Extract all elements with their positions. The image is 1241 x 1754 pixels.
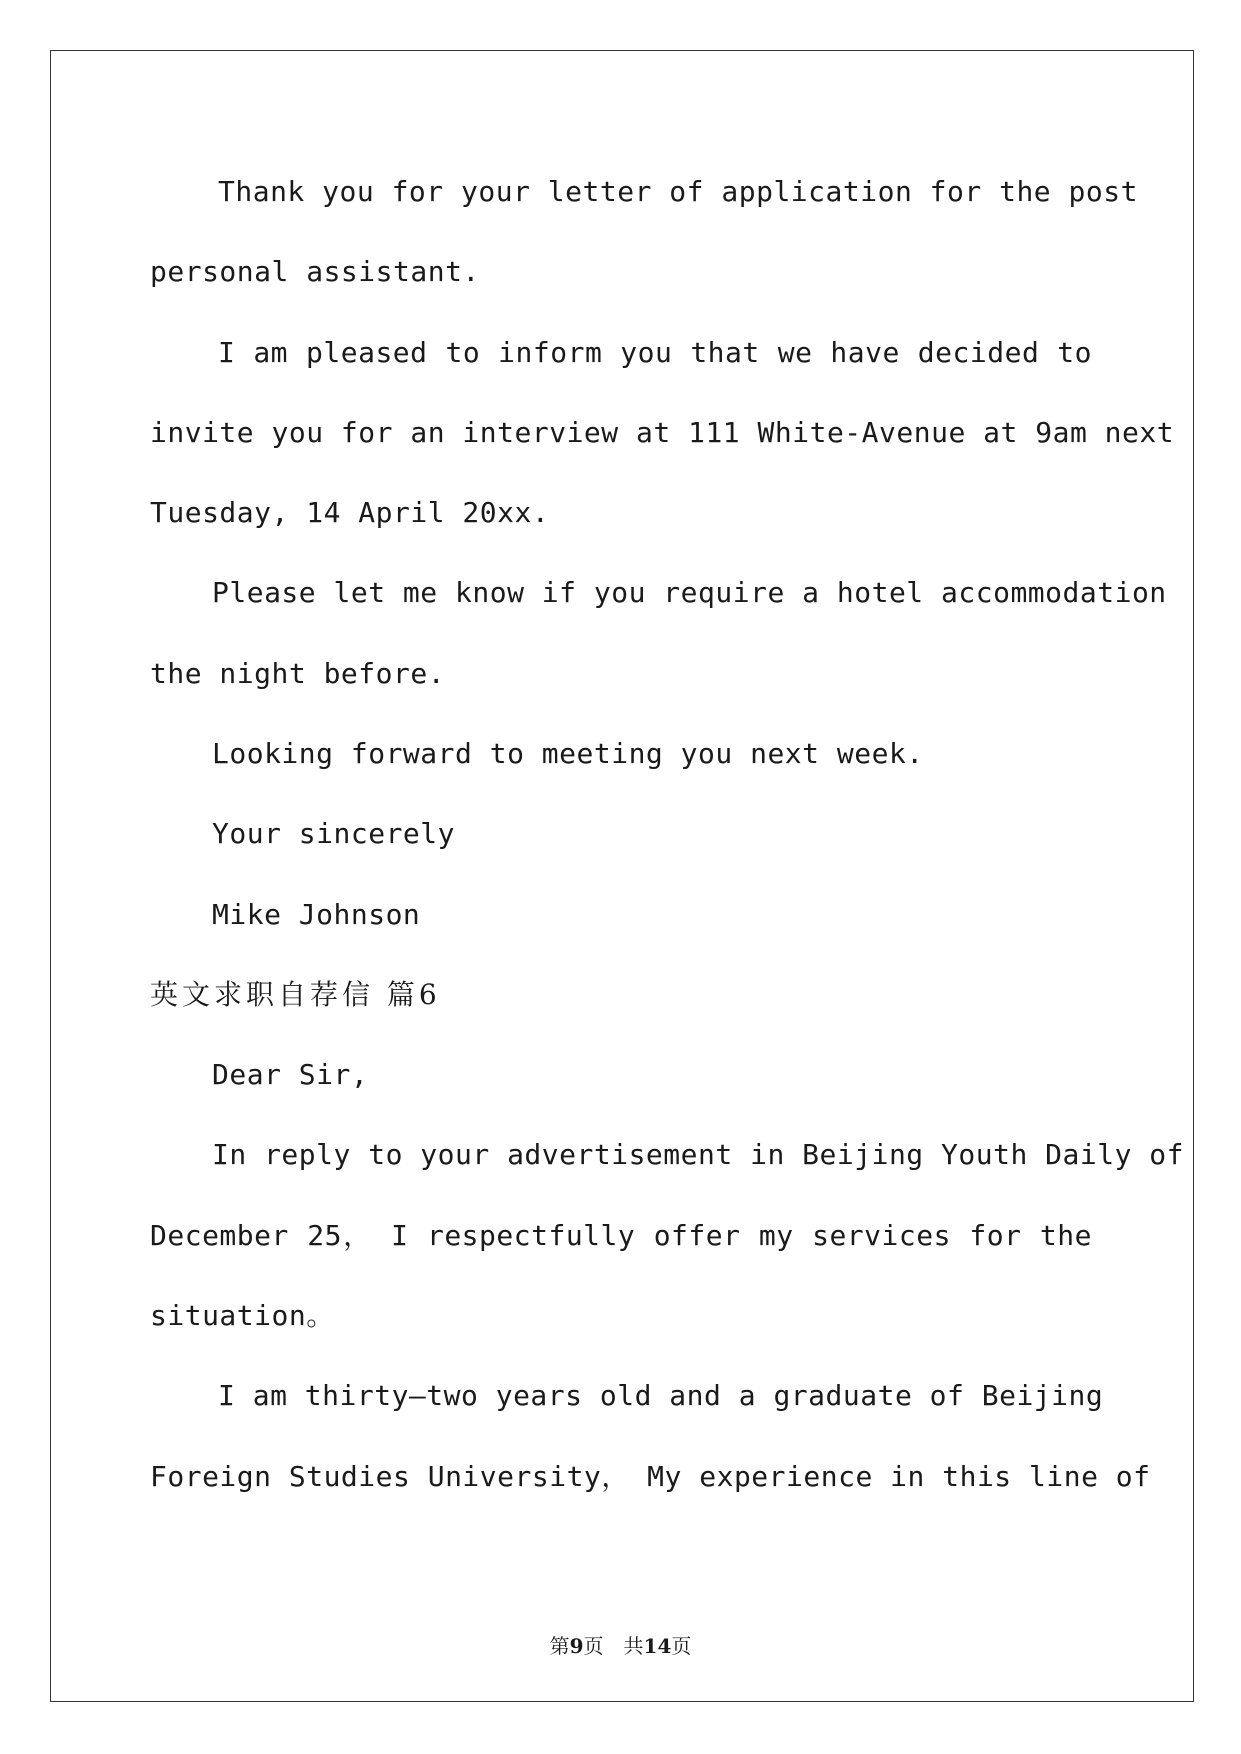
page-border (50, 50, 1194, 1702)
paragraph-2-line-3: Tuesday, 14 April 20xx. (150, 496, 550, 529)
paragraph-6-line-2: Foreign Studies University， My experience in this line of (150, 1460, 1151, 1493)
closing: Your sincerely (212, 817, 456, 850)
paragraph-2-line-1: I am pleased to inform you that we have decided to (218, 336, 1092, 369)
paragraph-4: Looking forward to meeting you next week. (212, 737, 924, 770)
paragraph-5-line-3: situation。 (150, 1299, 335, 1332)
section-heading: 英文求职自荐信 篇6 (150, 978, 441, 1011)
paragraph-3-line-1: Please let me know if you require a hotel accommodation (212, 576, 1167, 609)
paragraph-2-line-2: invite you for an interview at 111 White-Avenue at 9am next (150, 416, 1175, 449)
paragraph-5-line-2: December 25， I respectfully offer my services for the (150, 1219, 1092, 1252)
paragraph-3-line-2: the night before. (150, 657, 446, 690)
salutation: Dear Sir, (212, 1058, 369, 1091)
footer-page-number: 9 (569, 1634, 584, 1658)
footer-suffix: 页 (671, 1634, 692, 1658)
footer-total-pages: 14 (643, 1634, 672, 1658)
footer-prefix: 第 (549, 1634, 570, 1658)
signature: Mike Johnson (212, 898, 421, 931)
paragraph-6-line-1: I am thirty—two years old and a graduate of Beijing (218, 1379, 1104, 1412)
footer-middle: 页 共 (583, 1634, 644, 1658)
page-footer (0, 1630, 1241, 1659)
paragraph-1-line-2: personal assistant. (150, 255, 480, 288)
paragraph-5-line-1: In reply to your advertisement in Beijing Youth Daily of (212, 1138, 1185, 1171)
paragraph-1-line-1: Thank you for your letter of application for the post (218, 175, 1138, 208)
